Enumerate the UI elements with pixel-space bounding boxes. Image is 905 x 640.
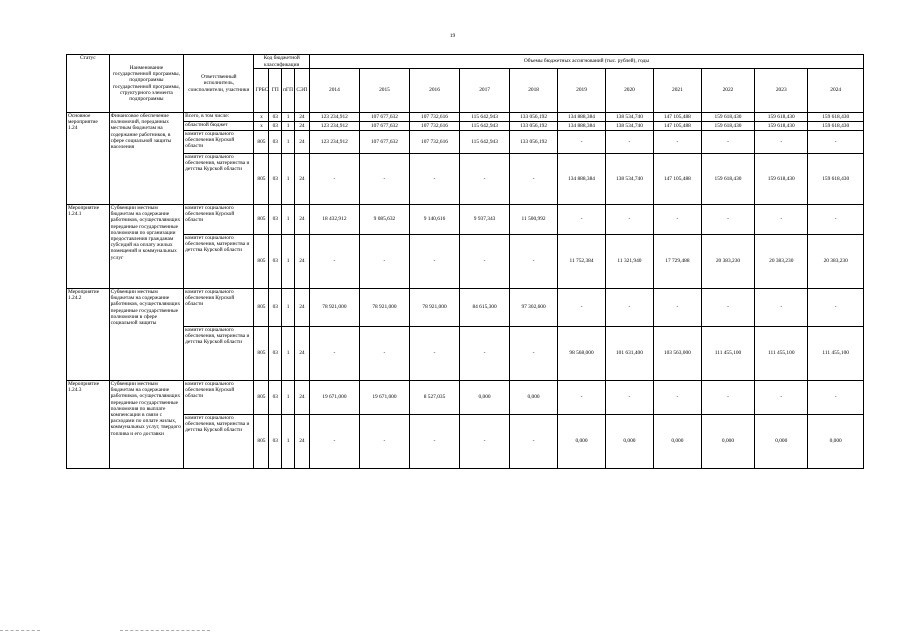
value-cell-2022: - (701, 131, 754, 154)
executor-cell: областной бюджет (184, 122, 254, 131)
code-cell: 1 (282, 113, 295, 122)
value-cell-2018: 0,000 (510, 381, 558, 415)
value-cell-2021: 147 105,488 (653, 113, 701, 122)
code-cell: 1 (282, 415, 295, 469)
value-cell-2018: - (510, 415, 558, 469)
name-cell: Субвенции местным бюджетам на содержание работников, осуществляющих переданные государственные полномочия по организации предоставления гражданам субсидий на оплату жилых помещений и коммунальных услуг (109, 205, 184, 289)
header-year-2020: 2020 (605, 69, 653, 113)
value-cell-2014: 123 234,912 (309, 131, 359, 154)
header-year-2023: 2023 (755, 69, 808, 113)
code-cell: 03 (269, 381, 282, 415)
value-cell-2024: 159 618,430 (808, 113, 864, 122)
value-cell-2015: 9 085,632 (359, 205, 409, 235)
executor-cell: комитет социального обеспечения Курской области (184, 381, 254, 415)
value-cell-2023: 111 455,100 (755, 327, 808, 381)
name-cell: Субвенции местным бюджетам на содержание работников, осуществляющих переданные государственные полномочия по выплате компенсации в связи с расходами по оплате жилых, коммунальных услуг, твердого топлива и его доставки (109, 381, 184, 469)
value-cell-2021: 0,000 (653, 415, 701, 469)
value-cell-2021: - (653, 205, 701, 235)
value-cell-2020: - (605, 131, 653, 154)
code-cell: х (254, 122, 269, 131)
code-cell: 24 (294, 122, 309, 131)
status-cell: Основное мероприятие 1.24 (67, 113, 110, 205)
value-cell-2016: 107 732,616 (409, 122, 459, 131)
table-row (67, 205, 864, 235)
code-cell: 03 (269, 154, 282, 205)
value-cell-2024: 159 618,430 (808, 154, 864, 205)
header-budget-code: Код бюджетной классификации (254, 55, 309, 69)
value-cell-2019: - (558, 289, 606, 327)
value-cell-2015: - (359, 415, 409, 469)
executor-cell: комитет социального обеспечения, материнства и детства Курской области (184, 154, 254, 205)
value-cell-2016: - (409, 415, 459, 469)
value-cell-2024: - (808, 205, 864, 235)
table-row (67, 381, 864, 415)
value-cell-2020: 138 534,740 (605, 154, 653, 205)
header-code-2: пГП (282, 69, 295, 113)
code-cell: 24 (294, 415, 309, 469)
value-cell-2017: 84 615,300 (460, 289, 510, 327)
value-cell-2018: - (510, 327, 558, 381)
code-cell: 1 (282, 205, 295, 235)
value-cell-2023: 159 618,430 (755, 122, 808, 131)
value-cell-2020: 138 534,740 (605, 113, 653, 122)
value-cell-2023: 0,000 (755, 415, 808, 469)
header-year-2014: 2014 (309, 69, 359, 113)
code-cell: 1 (282, 327, 295, 381)
status-cell: Мероприятие 1.24.1 (67, 205, 110, 289)
code-cell: 03 (269, 205, 282, 235)
value-cell-2020: - (605, 381, 653, 415)
value-cell-2017: 115 642,943 (460, 131, 510, 154)
value-cell-2015: - (359, 154, 409, 205)
header-year-2017: 2017 (460, 69, 510, 113)
table-row (67, 113, 864, 122)
header-year-2022: 2022 (701, 69, 754, 113)
value-cell-2015: 107 677,632 (359, 122, 409, 131)
value-cell-2020: 0,000 (605, 415, 653, 469)
code-cell: 805 (254, 415, 269, 469)
value-cell-2019: 11 752,384 (558, 235, 606, 289)
value-cell-2014: 123 234,912 (309, 122, 359, 131)
value-cell-2024: - (808, 131, 864, 154)
code-cell: 24 (294, 381, 309, 415)
header-year-2024: 2024 (808, 69, 864, 113)
value-cell-2022: 111 455,100 (701, 327, 754, 381)
value-cell-2017: - (460, 154, 510, 205)
value-cell-2021: 147 105,488 (653, 154, 701, 205)
value-cell-2015: - (359, 327, 409, 381)
value-cell-2016: 8 527,035 (409, 381, 459, 415)
value-cell-2024: 20 383,230 (808, 235, 864, 289)
value-cell-2014: - (309, 154, 359, 205)
code-cell: 1 (282, 122, 295, 131)
value-cell-2015: 107 677,632 (359, 131, 409, 154)
value-cell-2023: - (755, 381, 808, 415)
header-code-3: СЭП (294, 69, 309, 113)
header-year-2018: 2018 (510, 69, 558, 113)
value-cell-2022: 0,000 (701, 415, 754, 469)
code-cell: 03 (269, 122, 282, 131)
code-cell: 1 (282, 131, 295, 154)
value-cell-2022: 159 618,430 (701, 154, 754, 205)
code-cell: 1 (282, 235, 295, 289)
value-cell-2019: - (558, 205, 606, 235)
value-cell-2018: - (510, 235, 558, 289)
value-cell-2021: 147 105,488 (653, 122, 701, 131)
executor-cell: комитет социального обеспечения, материнства и детства Курской области (184, 415, 254, 469)
page-number: 19 (449, 33, 456, 39)
header-year-2015: 2015 (359, 69, 409, 113)
header-year-2016: 2016 (409, 69, 459, 113)
table-row (67, 122, 864, 131)
code-cell: 1 (282, 154, 295, 205)
code-cell: х (254, 113, 269, 122)
header-volumes: Объемы бюджетных ассигнований (тыс. рублей), годы (309, 55, 863, 69)
name-cell: Субвенции местным бюджетам на содержание работников, осуществляющих переданные государственные полномочия в сфере социальной защиты (109, 289, 184, 381)
table-row (67, 154, 864, 205)
value-cell-2021: - (653, 131, 701, 154)
code-cell: 03 (269, 289, 282, 327)
value-cell-2017: 0,000 (460, 381, 510, 415)
executor-cell: комитет социального обеспечения Курской области (184, 289, 254, 327)
value-cell-2022: - (701, 289, 754, 327)
value-cell-2014: 78 921,000 (309, 289, 359, 327)
value-cell-2014: 19 671,000 (309, 381, 359, 415)
table-row (67, 415, 864, 469)
value-cell-2017: - (460, 415, 510, 469)
value-cell-2023: - (755, 289, 808, 327)
code-cell: 24 (294, 154, 309, 205)
value-cell-2023: - (755, 205, 808, 235)
code-cell: 03 (269, 113, 282, 122)
code-cell: 805 (254, 131, 269, 154)
code-cell: 24 (294, 131, 309, 154)
value-cell-2021: - (653, 289, 701, 327)
value-cell-2016: 78 921,000 (409, 289, 459, 327)
value-cell-2017: 115 642,943 (460, 113, 510, 122)
value-cell-2020: 11 321,940 (605, 235, 653, 289)
value-cell-2015: 78 921,000 (359, 289, 409, 327)
value-cell-2020: - (605, 205, 653, 235)
value-cell-2019: 134 888,384 (558, 113, 606, 122)
value-cell-2019: 134 888,384 (558, 154, 606, 205)
value-cell-2016: 107 732,616 (409, 113, 459, 122)
value-cell-2022: - (701, 381, 754, 415)
value-cell-2019: 0,000 (558, 415, 606, 469)
value-cell-2018: 133 056,192 (510, 113, 558, 122)
header-year-2019: 2019 (558, 69, 606, 113)
value-cell-2019: 134 888,384 (558, 122, 606, 131)
code-cell: 805 (254, 235, 269, 289)
code-cell: 805 (254, 327, 269, 381)
value-cell-2018: 133 056,192 (510, 122, 558, 131)
value-cell-2024: - (808, 381, 864, 415)
value-cell-2022: 159 618,430 (701, 113, 754, 122)
value-cell-2023: 20 383,230 (755, 235, 808, 289)
code-cell: 24 (294, 289, 309, 327)
code-cell: 1 (282, 289, 295, 327)
value-cell-2018: 97 302,600 (510, 289, 558, 327)
header-status: Статус (67, 55, 110, 113)
value-cell-2021: 103 563,000 (653, 327, 701, 381)
value-cell-2022: 20 383,230 (701, 235, 754, 289)
value-cell-2023: 159 618,430 (755, 154, 808, 205)
header-code-1: ГП (269, 69, 282, 113)
value-cell-2019: 98 568,000 (558, 327, 606, 381)
code-cell: 24 (294, 113, 309, 122)
value-cell-2016: 9 140,616 (409, 205, 459, 235)
value-cell-2019: - (558, 131, 606, 154)
code-cell: 03 (269, 235, 282, 289)
value-cell-2018: - (510, 154, 558, 205)
table-row (67, 235, 864, 289)
value-cell-2018: 11 500,992 (510, 205, 558, 235)
executor-cell: Всего, в том числе: (184, 113, 254, 122)
value-cell-2014: 18 432,912 (309, 205, 359, 235)
value-cell-2022: - (701, 205, 754, 235)
value-cell-2020: 138 534,740 (605, 122, 653, 131)
status-cell: Мероприятие 1.24.3 (67, 381, 110, 469)
code-cell: 805 (254, 205, 269, 235)
code-cell: 03 (269, 415, 282, 469)
value-cell-2017: 9 937,343 (460, 205, 510, 235)
executor-cell: комитет социального обеспечения, материнства и детства Курской области (184, 235, 254, 289)
code-cell: 24 (294, 235, 309, 289)
value-cell-2021: 17 729,488 (653, 235, 701, 289)
value-cell-2016: - (409, 327, 459, 381)
code-cell: 805 (254, 289, 269, 327)
value-cell-2018: 133 056,192 (510, 131, 558, 154)
code-cell: 03 (269, 131, 282, 154)
header-code-0: ГРБС (254, 69, 269, 113)
value-cell-2014: - (309, 327, 359, 381)
header-executor: Ответственный исполнитель, соисполнители, участники (184, 55, 254, 113)
code-cell: 1 (282, 381, 295, 415)
value-cell-2024: 111 455,100 (808, 327, 864, 381)
value-cell-2016: - (409, 235, 459, 289)
value-cell-2016: 107 732,616 (409, 131, 459, 154)
budget-table (66, 54, 864, 469)
code-cell: 24 (294, 327, 309, 381)
name-cell: Финансовое обеспечение полномочий, переданных местным бюджетам на содержание работников, в сфере социальной защиты населения (109, 113, 184, 205)
value-cell-2019: - (558, 381, 606, 415)
code-cell: 805 (254, 154, 269, 205)
value-cell-2020: 101 631,400 (605, 327, 653, 381)
executor-cell: комитет социального обеспечения, материнства и детства Курской области (184, 327, 254, 381)
value-cell-2024: 0,000 (808, 415, 864, 469)
value-cell-2022: 159 618,430 (701, 122, 754, 131)
value-cell-2023: - (755, 131, 808, 154)
status-cell: Мероприятие 1.24.2 (67, 289, 110, 381)
code-cell: 03 (269, 327, 282, 381)
value-cell-2020: - (605, 289, 653, 327)
header-year-2021: 2021 (653, 69, 701, 113)
value-cell-2014: 123 234,912 (309, 113, 359, 122)
value-cell-2017: 115 642,943 (460, 122, 510, 131)
value-cell-2015: 19 671,000 (359, 381, 409, 415)
value-cell-2024: - (808, 289, 864, 327)
table-row (67, 327, 864, 381)
table-row (67, 131, 864, 154)
value-cell-2016: - (409, 154, 459, 205)
value-cell-2017: - (460, 327, 510, 381)
value-cell-2015: 107 677,632 (359, 113, 409, 122)
code-cell: 24 (294, 205, 309, 235)
executor-cell: комитет социального обеспечения Курской области (184, 205, 254, 235)
value-cell-2024: 159 618,430 (808, 122, 864, 131)
table-row (67, 289, 864, 327)
value-cell-2014: - (309, 415, 359, 469)
code-cell: 805 (254, 381, 269, 415)
value-cell-2023: 159 618,430 (755, 113, 808, 122)
executor-cell: комитет социального обеспечения Курской области (184, 131, 254, 154)
value-cell-2015: - (359, 235, 409, 289)
header-name: Наименование государственной программы, подпрограммы государственной программы, структурного элемента подпрограммы (109, 55, 184, 113)
value-cell-2017: - (460, 235, 510, 289)
value-cell-2014: - (309, 235, 359, 289)
value-cell-2021: - (653, 381, 701, 415)
